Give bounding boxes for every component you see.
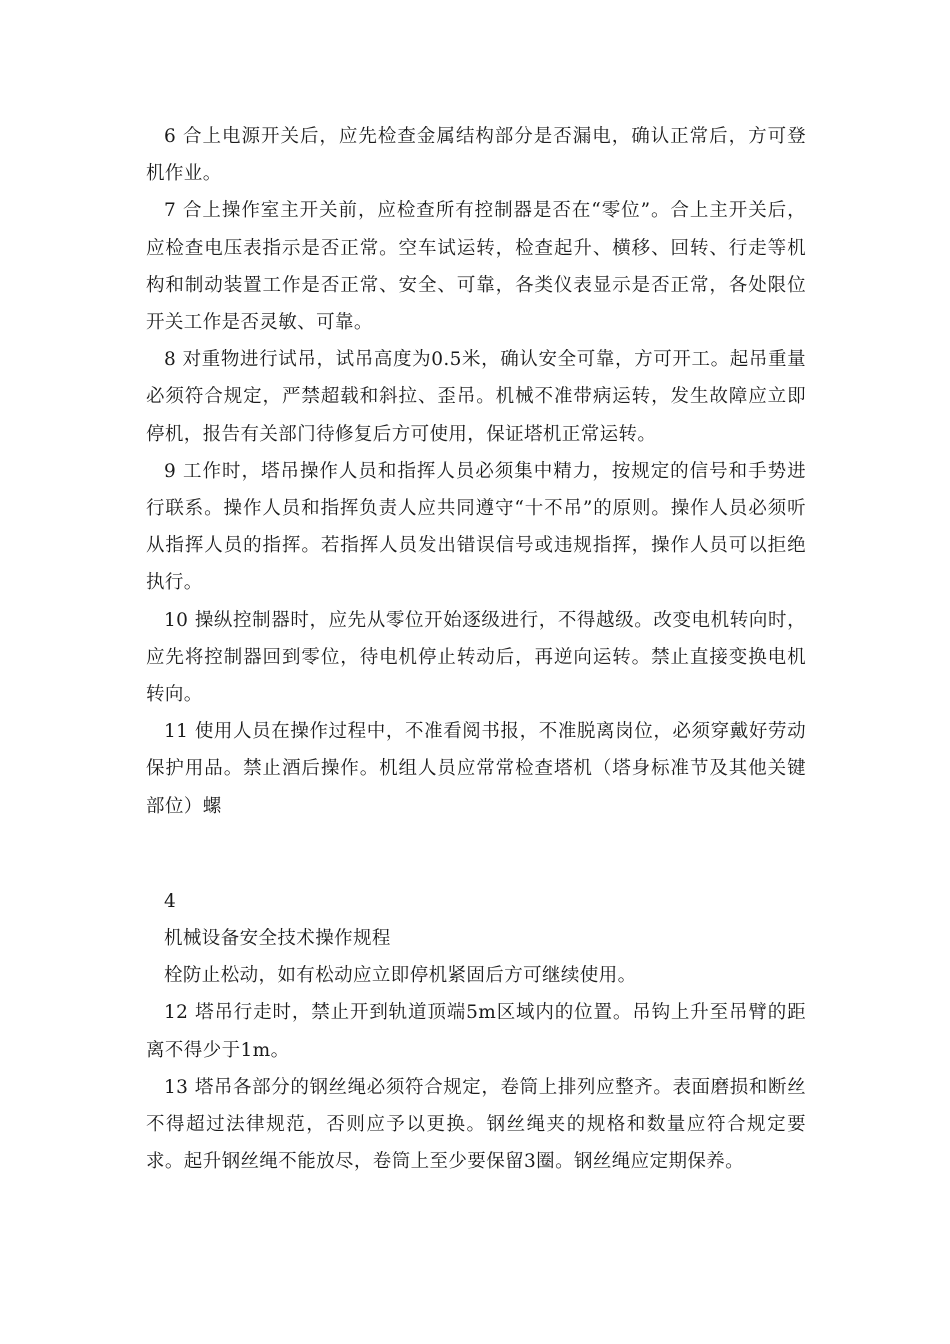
paragraph-13: 13 塔吊各部分的钢丝绳必须符合规定，卷筒上排列应整齐。表面磨损和断丝不得超过法律规范，否则应予以更换。钢丝绳夹的规格和数量应符合规定要求。起升钢丝绳不能放尽，卷筒上至少要保留3圈。钢丝绳应定期保养。 bbox=[146, 1076, 806, 1173]
paragraph-9: 9 工作时，塔吊操作人员和指挥人员必须集中精力，按规定的信号和手势进行联系。操作人员和指挥负责人应共同遵守“十不吊”的原则。操作人员必须听从指挥人员的指挥。若指挥人员发出错误信号或违规指挥，操作人员可以拒绝执行。 bbox=[146, 460, 806, 594]
paragraph-12: 12 塔吊行走时，禁止开到轨道顶端5m区域内的位置。吊钩上升至吊臂的距离不得少于1m。 bbox=[146, 1002, 806, 1061]
paragraph-10: 10 操纵控制器时，应先从零位开始逐级进行，不得越级。改变电机转向时，应先将控制器回到零位，待电机停止转动后，再逆向运转。禁止直接变换电机转向。 bbox=[146, 609, 806, 706]
running-title: 机械设备安全技术操作规程 bbox=[164, 928, 391, 950]
page-number: 4 bbox=[164, 890, 177, 912]
page-break-gap bbox=[146, 825, 806, 883]
paragraph-7: 7 合上操作室主开关前，应检查所有控制器是否在“零位”。合上主开关后，应检查电压表指示是否正常。空车试运转，检查起升、横移、回转、行走等机构和制动装置工作是否正常、安全、可靠，各类仪表显示是否正常，各处限位开关工作是否灵敏、可靠。 bbox=[146, 200, 806, 334]
paragraph-6: 6 合上电源开关后，应先检查金属结构部分是否漏电，确认正常后，方可登机作业。 bbox=[146, 126, 806, 185]
document-body bbox=[146, 118, 806, 1180]
paragraph-11: 11 使用人员在操作过程中，不准看阅书报，不准脱离岗位，必须穿戴好劳动保护用品。禁止酒后操作。机组人员应常常检查塔机（塔身标准节及其他关键部位）螺 bbox=[146, 721, 806, 817]
paragraph-11-continued: 栓防止松动，如有松动应立即停机紧固后方可继续使用。 bbox=[164, 965, 637, 987]
paragraph-8: 8 对重物进行试吊，试吊高度为0.5米，确认安全可靠，方可开工。起吊重量必须符合规定，严禁超载和斜拉、歪吊。机械不准带病运转，发生故障应立即停机，报告有关部门待修复后方可使用，保证塔机正常运转。 bbox=[146, 349, 806, 445]
